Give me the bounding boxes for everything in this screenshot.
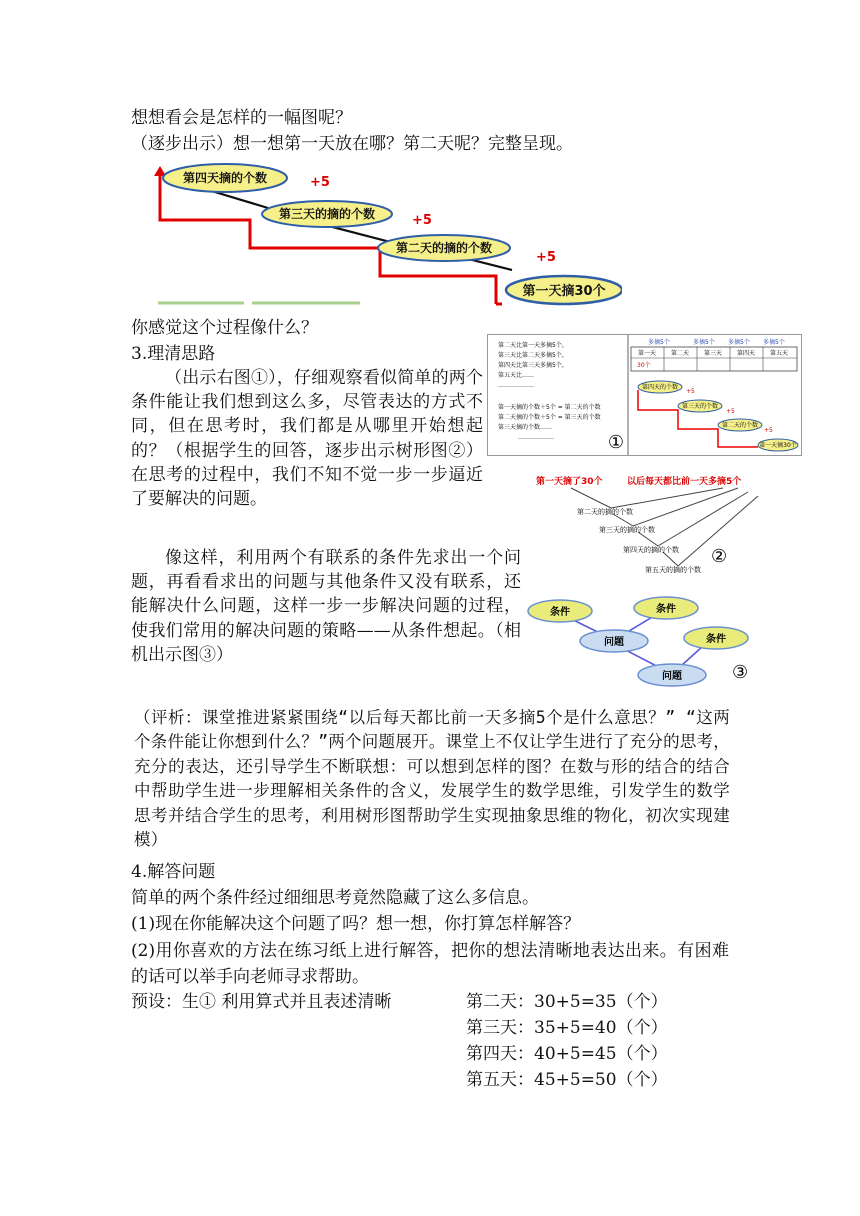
fig1-head-2: 第二天 xyxy=(671,350,690,357)
day3-label: 第三天的摘的个数 xyxy=(278,207,376,221)
fig1-stair-1: 第一天摘30个 xyxy=(759,442,797,449)
fig1-text-4: 第五天比…… xyxy=(498,372,535,379)
section4-line1: 简单的两个条件经过细细思考竟然隐藏了这么多信息。 xyxy=(131,888,539,908)
evaluation-paragraph: （评析：课堂推进紧紧围绕“以后每天都比前一天多摘5个是什么意思？” “这两个条件能让你想到什么？”两个问题展开。课堂上不仅让学生进行了充分的思考，充分的表达，还引导学生不断联想：可以想到怎样的图？在数与形的结合的结合中帮助学生进一步理解相关条件的含义，发展学生的数学思维，引发学生的数学思考并结合学生的思考，利用树形图帮助学生实现抽象思维的物化，初次实现建模） xyxy=(134,708,730,850)
section4-line3: (2)用你喜欢的方法在练习纸上进行解答，把你的想法清晰地表达出来。有困难的话可以举手向老师寻求帮助。 xyxy=(131,941,729,987)
fig3-q2: 问题 xyxy=(662,671,682,682)
fig2-cond1: 第一天摘了30个 xyxy=(536,477,603,487)
fig1-stair-3: 第三天的个数 xyxy=(681,403,719,410)
fig1-top-4: 多摘5个 xyxy=(763,339,785,346)
fig2-node-3: 第四天的摘的个数 xyxy=(623,546,679,554)
fig1-top-1: 多摘5个 xyxy=(648,339,670,346)
plus-label-1: +5 xyxy=(536,250,556,265)
fig3-cond-c: 条件 xyxy=(706,634,726,645)
fig1-plus-3: +5 xyxy=(764,427,773,434)
fig1-text-2: 第三天比第二天多摘5个， xyxy=(498,352,568,359)
fig2-node-1: 第二天的摘的个数 xyxy=(577,508,633,516)
stair-diagram xyxy=(150,158,622,308)
fig1-first-value: 30个 xyxy=(637,362,651,369)
section3-heading: 3.理清思路 xyxy=(131,344,216,364)
fig1-text-6: 第一天摘的个数＋5个 = 第二天的个数 xyxy=(498,404,601,411)
fig1-head-4: 第四天 xyxy=(737,350,756,357)
day1-label: 第一天摘30个 xyxy=(522,284,606,299)
section4-line2: (1)现在你能解决这个问题了吗？想一想，你打算怎样解答？ xyxy=(131,914,581,934)
plus-label-3: +5 xyxy=(310,175,330,190)
fig1-head-1: 第一天 xyxy=(638,350,657,357)
section3-para1: （出示右图①），仔细观察看似简单的两个条件能让我们想到这么多，尽管表达的方式不同，但在思考时，我们都是从哪里开始想起的？（根据学生的回答，逐步出示树形图②）在思考的过程中，我们不知不觉一步一步逼近了要解决的问题。 xyxy=(131,368,483,510)
intro-line-2: （逐步出示）想一想第一天放在哪？第二天呢？完整呈现。 xyxy=(131,134,573,154)
fig2-node-2: 第三天的摘的个数 xyxy=(599,526,655,534)
day2-label: 第二天的摘的个数 xyxy=(395,241,493,255)
fig1-text-8: 第三天摘的个数…… xyxy=(498,424,553,431)
fig1-text-1: 第二天比第一天多摘5个， xyxy=(498,342,568,349)
figure-2 xyxy=(533,470,773,578)
intro-line-1: 想想看会是怎样的一幅图呢？ xyxy=(131,108,352,128)
fig1-head-3: 第三天 xyxy=(704,350,723,357)
calc-day3: 第三天：35+5=40（个） xyxy=(466,1018,668,1038)
figure-3 xyxy=(522,592,762,688)
fig3-number: ③ xyxy=(732,662,749,683)
fig1-stair-2: 第二天的个数 xyxy=(721,422,759,429)
fig1-stair-4: 第四天的个数 xyxy=(641,384,679,391)
fig3-q1: 问题 xyxy=(604,637,624,648)
fig1-text-5: ……………… xyxy=(498,382,534,389)
fig2-cond2: 以后每天都比前一天多摘5个 xyxy=(627,477,742,487)
fig1-top-2: 多摘5个 xyxy=(693,339,715,346)
fig1-text-3: 第四天比第三天多摘5个， xyxy=(498,362,568,369)
calc-day4: 第四天：40+5=45（个） xyxy=(466,1044,668,1064)
section3-para2: 像这样，利用两个有联系的条件先求出一个问题，再看看求出的问题与其他条件又没有联系，还能解决什么问题，这样一步一步解决问题的过程，使我们常用的解决问题的策略——从条件想起。（相机出示图③） xyxy=(131,548,521,665)
feel-question: 你感觉这个过程像什么？ xyxy=(131,318,318,338)
fig1-text-9: ……………… xyxy=(518,434,554,441)
preset-label: 预设：生① 利用算式并且表述清晰 xyxy=(131,992,392,1012)
figure-1 xyxy=(487,334,802,456)
fig3-cond-a: 条件 xyxy=(550,607,570,618)
fig1-number: ① xyxy=(607,432,624,453)
day4-label: 第四天摘的个数 xyxy=(182,171,268,185)
fig3-cond-b: 条件 xyxy=(656,604,676,615)
calc-day5: 第五天：45+5=50（个） xyxy=(466,1070,668,1090)
fig2-node-4: 第五天的摘的个数 xyxy=(645,566,701,574)
fig1-plus-2: +5 xyxy=(726,408,735,415)
fig1-head-5: 第五天 xyxy=(770,350,789,357)
fig1-top-3: 多摘5个 xyxy=(728,339,750,346)
plus-label-2: +5 xyxy=(412,213,432,228)
fig1-plus-1: +5 xyxy=(686,388,695,395)
fig1-text-7: 第二天摘的个数＋5个 = 第三天的个数 xyxy=(498,414,601,421)
calc-day2: 第二天：30+5=35（个） xyxy=(466,992,668,1012)
section4-heading: 4.解答问题 xyxy=(131,862,216,882)
fig2-number: ② xyxy=(711,546,728,567)
